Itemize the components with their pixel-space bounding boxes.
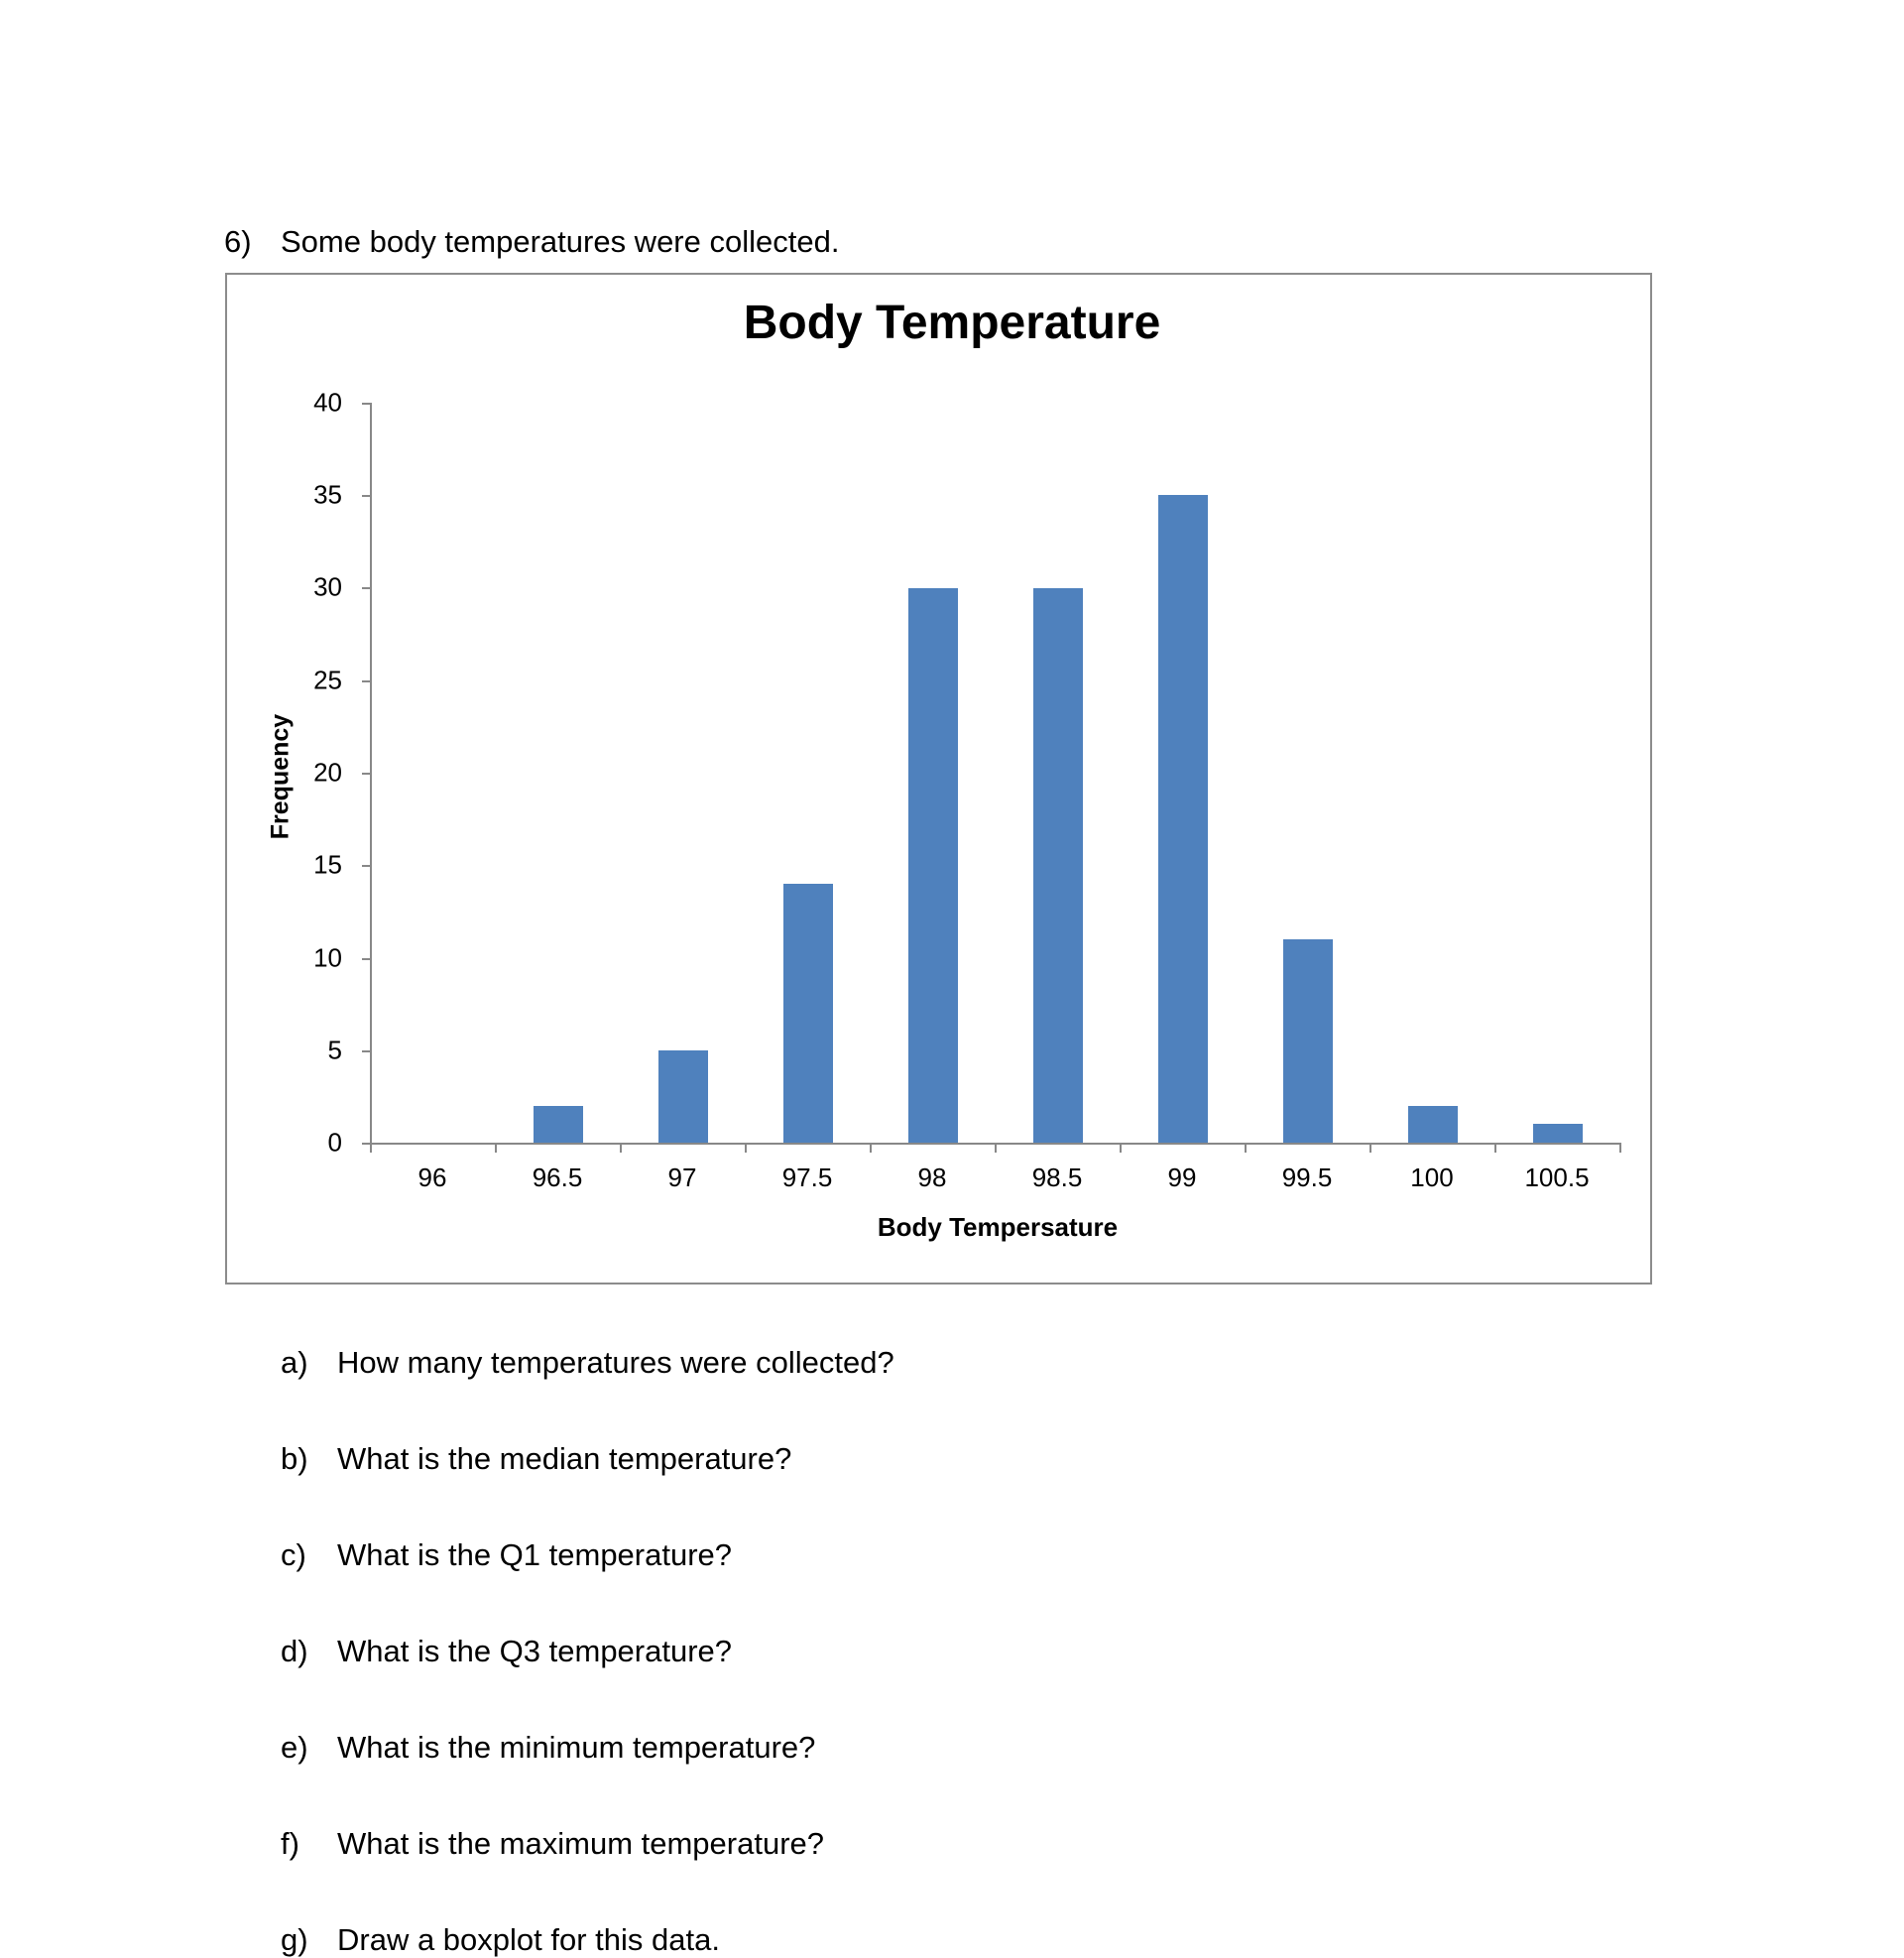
subquestion-text: What is the maximum temperature? [337,1826,825,1861]
subquestion-text: What is the minimum temperature? [337,1730,816,1765]
subquestion-text: How many temperatures were collected? [337,1345,894,1380]
subquestion-letter: e) [281,1730,308,1765]
question-text: Some body temperatures were collected. [281,224,840,259]
y-tick-label: 0 [327,1127,342,1158]
y-tick-label: 25 [313,665,342,695]
x-tick-label: 99.5 [1281,1163,1333,1192]
subquestion-letter: c) [281,1537,306,1572]
subquestion-letter: d) [281,1634,308,1668]
subquestion-text: What is the Q1 temperature? [337,1537,733,1572]
y-tick-label: 40 [313,387,342,418]
subquestion-text: Draw a boxplot for this data. [337,1922,720,1957]
y-tick-label: 30 [313,571,342,602]
subquestion-letter: a) [281,1345,308,1380]
chart-title: Body Temperature [743,297,1161,349]
question-number: 6) [224,224,252,259]
subquestion-letter: g) [281,1922,308,1957]
x-tick-label: 99 [1167,1163,1197,1192]
chart-frame [225,273,1652,1285]
y-tick-label: 5 [327,1035,342,1065]
subquestion-text: What is the median temperature? [337,1441,792,1476]
y-axis-label: Frequency [266,713,295,840]
x-axis-label: Body Tempersature [877,1212,1119,1242]
x-tick-label: 100.5 [1524,1163,1590,1192]
y-tick-label: 15 [313,849,342,880]
y-tick-label: 20 [313,757,342,788]
x-tick-label: 96.5 [532,1163,583,1192]
x-tick-label: 98.5 [1031,1163,1083,1192]
x-tick-label: 96 [417,1163,447,1192]
x-tick-label: 97.5 [781,1163,833,1192]
subquestion-text: What is the Q3 temperature? [337,1634,733,1668]
subquestion-letter: f) [281,1826,299,1861]
subquestion-letter: b) [281,1441,308,1476]
x-tick-label: 100 [1410,1163,1454,1192]
x-tick-label: 97 [667,1163,697,1192]
y-tick-label: 10 [313,942,342,973]
y-tick-label: 35 [313,479,342,510]
x-tick-label: 98 [917,1163,947,1192]
